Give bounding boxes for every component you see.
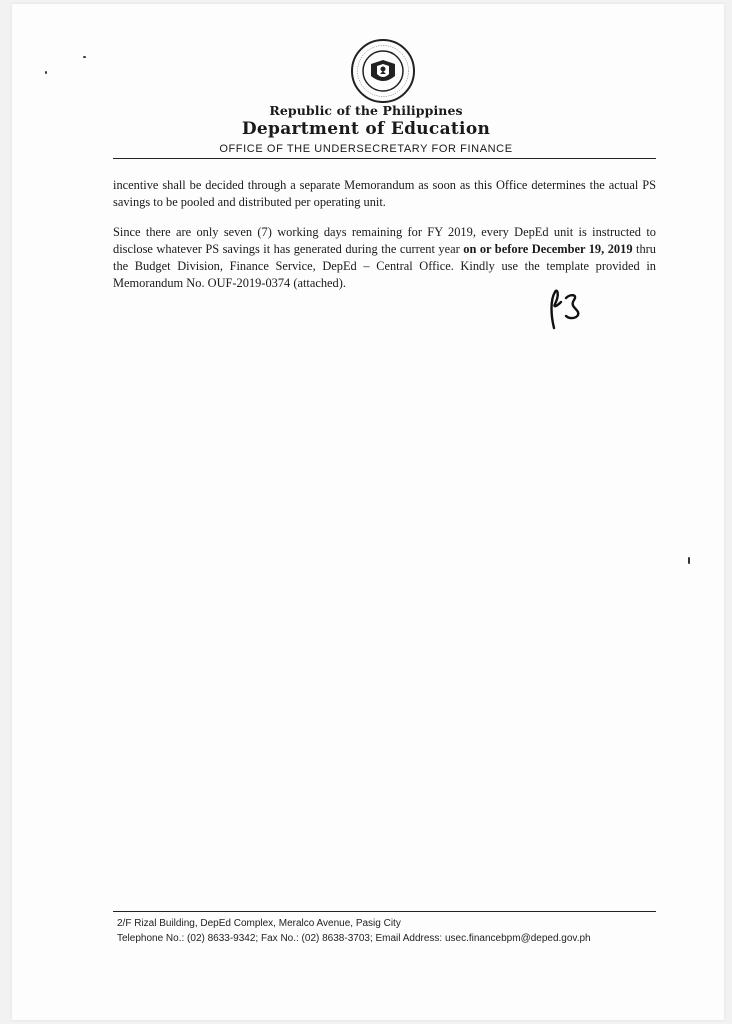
footer-divider bbox=[113, 911, 656, 912]
scan-speck bbox=[45, 71, 47, 74]
footer-address: 2/F Rizal Building, DepEd Complex, Meralco Avenue, Pasig City bbox=[117, 918, 401, 929]
deped-seal-logo bbox=[350, 38, 416, 104]
office-heading: OFFICE OF THE UNDERSECRETARY FOR FINANCE bbox=[219, 143, 513, 155]
paragraph-2-text-b: thru the Budget Division, Finance Service, DepEd – Central Office. Kindly use the template provided in Memorandum No. OUF-2019-0374 (attached). bbox=[113, 242, 656, 290]
scan-speck bbox=[688, 557, 690, 564]
deadline-emphasis: on or before December 19, 2019 bbox=[463, 242, 633, 256]
paragraph-2-text-a: Since there are only seven (7) working days remaining for FY 2019, every DepEd unit is instructed to disclose whatever PS savings it has generated during the current year bbox=[113, 225, 656, 256]
document-page bbox=[12, 4, 724, 1020]
scan-speck bbox=[83, 56, 86, 58]
department-heading: Department of Education bbox=[241, 119, 491, 139]
footer-contact: Telephone No.: (02) 8633-9342; Fax No.: (02) 8638-3703; Email Address: usec.financebpm@deped.gov.ph bbox=[117, 933, 591, 944]
handwritten-initials-signature bbox=[540, 282, 588, 332]
footer bbox=[117, 916, 657, 946]
body-paragraph-1: incentive shall be decided through a separate Memorandum as soon as this Office determines the actual PS savings to be pooled and distributed per operating unit. bbox=[113, 178, 656, 209]
republic-heading: Republic of the Philippines bbox=[269, 103, 463, 118]
header-divider bbox=[113, 158, 656, 159]
